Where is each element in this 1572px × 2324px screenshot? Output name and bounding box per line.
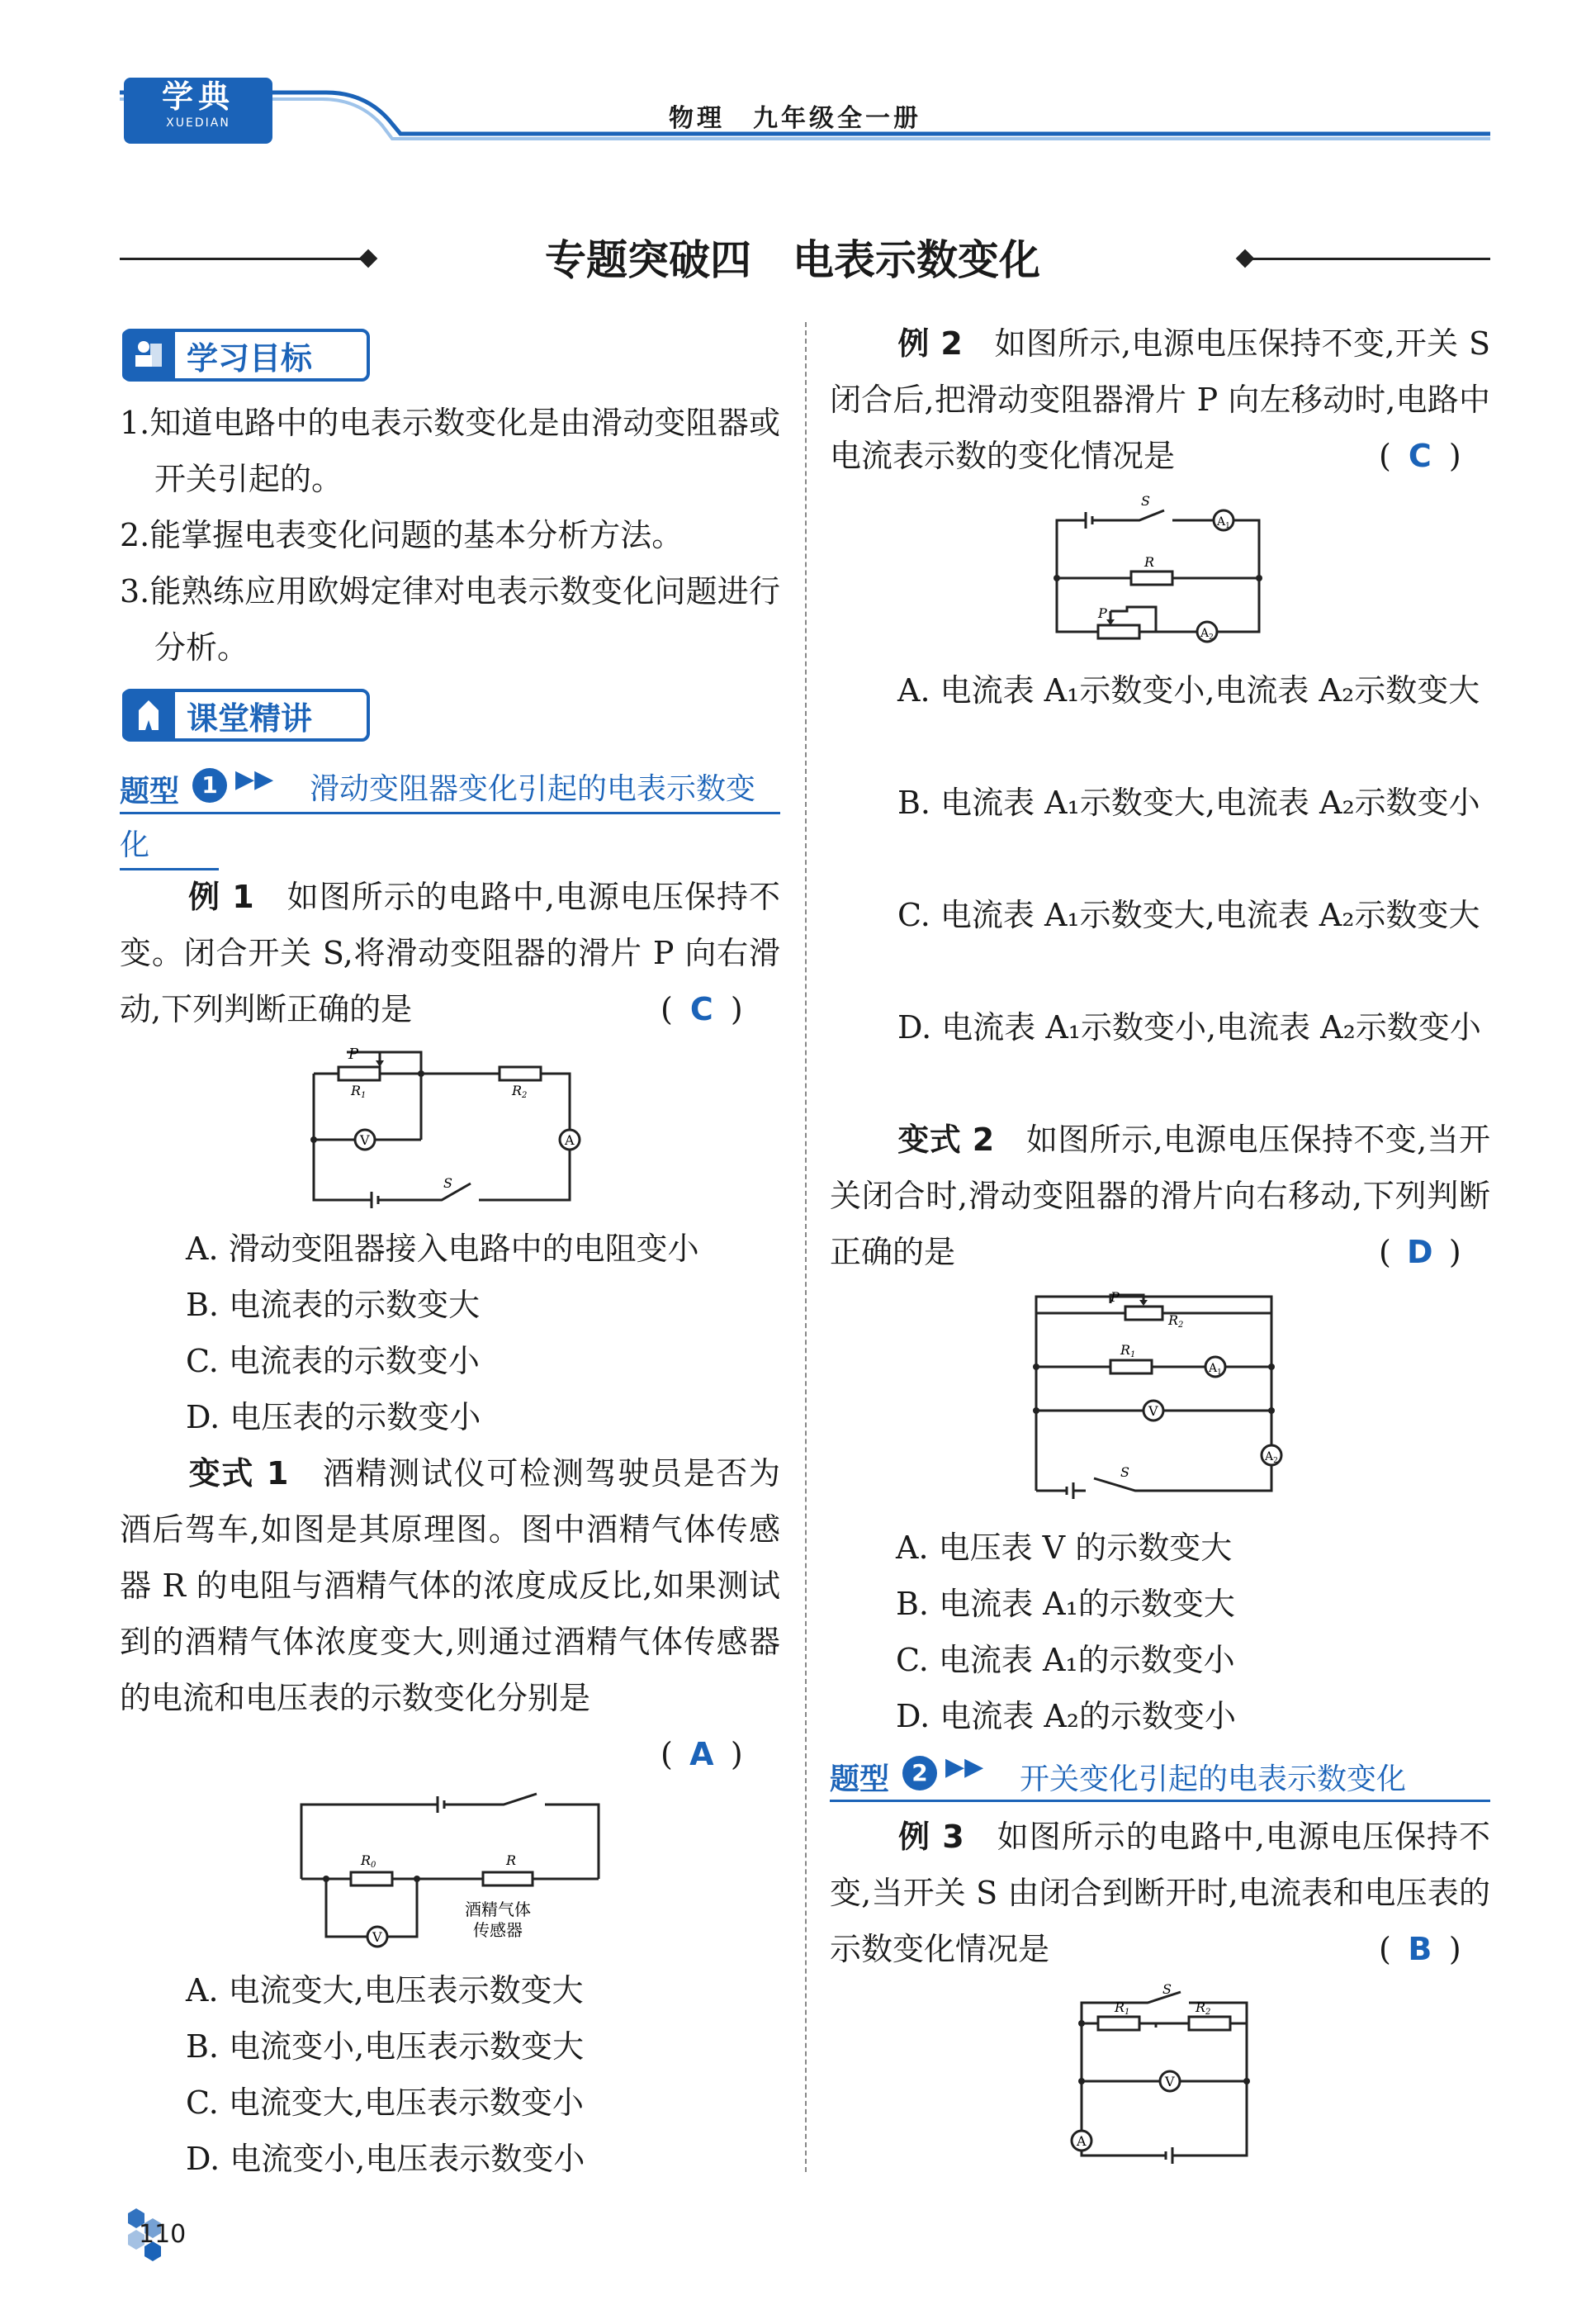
- goal-item-1: 1.知道电路中的电表示数变化是由滑动变阻器或开关引起的。: [120, 405, 780, 497]
- svg-text:P: P: [1098, 605, 1107, 621]
- ex2-option-a: A. 电流表 A₁示数变小,电流表 A₂示数变大: [897, 672, 1480, 709]
- svg-text:R1: R1: [351, 1083, 367, 1100]
- goals-tag-label: 学习目标: [187, 339, 313, 377]
- var2-option-a: A. 电压表 V 的示数变大: [896, 1530, 1233, 1566]
- ex2-option-d: D. 电流表 A₁示数变小,电流表 A₂示数变小: [897, 1009, 1481, 1046]
- svg-text:R2: R2: [1196, 1999, 1211, 2017]
- svg-text:R2: R2: [512, 1083, 528, 1100]
- column-divider: [805, 322, 807, 2172]
- svg-text:R1: R1: [1115, 1999, 1130, 2017]
- ex1-option-a: A. 滑动变阻器接入电路中的电阻变小: [186, 1231, 699, 1267]
- var1-circuit-diagram: [293, 1784, 615, 1957]
- ex3-question: 例 3 如图所示的电路中,电源电压保持不变,当开关 S 由闭合到断开时,电流表和电压表的示数变化情况是: [830, 1819, 1490, 1967]
- var2-circuit-diagram: [1028, 1288, 1292, 1503]
- double-arrow-icon-2: ▶▶: [945, 1752, 984, 1781]
- ex1-question: 例 1 如图所示的电路中,电源电压保持不变。闭合开关 S,将滑动变阻器的滑片 P 向右滑动,下列判断正确的是: [120, 879, 780, 1027]
- title-rule-right: [1243, 258, 1490, 260]
- svg-text:P: P: [1110, 1289, 1120, 1305]
- logo-text: 学典: [161, 78, 234, 115]
- var2-option-c: C. 电流表 A₁的示数变小: [896, 1642, 1235, 1678]
- ex2-option-b: B. 电流表 A₁示数变大,电流表 A₂示数变小: [897, 785, 1480, 821]
- sensor-label-line1: 酒精气体: [465, 1900, 531, 1919]
- logo-subtext: XUEDIAN: [166, 116, 230, 130]
- svg-text:A: A: [565, 1132, 575, 1148]
- type2-number-badge: 2: [902, 1756, 937, 1790]
- svg-text:R2: R2: [1168, 1312, 1184, 1330]
- type1-heading: [120, 758, 780, 870]
- ex3-answer: ( B ): [1379, 1931, 1461, 1967]
- type2-heading: [830, 1748, 1490, 1805]
- goal-item-3: 3.能熟练应用欧姆定律对电表示数变化问题进行分析。: [120, 573, 780, 666]
- var2-question: 变式 2 如图所示,电源电压保持不变,当开关闭合时,滑动变阻器的滑片向右移动,下列判断正确的是: [830, 1122, 1490, 1270]
- ex1-option-b: B. 电流表的示数变大: [186, 1287, 481, 1323]
- ex2-label: 例 2: [897, 325, 963, 362]
- ex3-label: 例 3: [897, 1819, 964, 1855]
- double-arrow-icon: ▶▶: [235, 765, 274, 794]
- var2-option-d: D. 电流表 A₂的示数变小: [896, 1698, 1237, 1734]
- ex3-circuit-diagram: [1065, 1982, 1271, 2172]
- goal-item-2: 2.能掌握电表变化问题的基本分析方法。: [120, 517, 684, 553]
- sensor-label-line2: 传感器: [473, 1920, 523, 1940]
- lecture-tag-label: 课堂精讲: [187, 700, 313, 737]
- var2-answer: ( D ): [1379, 1234, 1461, 1270]
- type1-title: 滑动变阻器变化引起的电表示数变化: [120, 772, 756, 862]
- svg-text:V: V: [1165, 2074, 1175, 2089]
- type1-label: 题型: [120, 775, 180, 809]
- svg-text:A2: $A_2$: [1265, 1450, 1278, 1465]
- svg-text:A: A: [1077, 2133, 1087, 2149]
- ex1-option-d: D. 电压表的示数变小: [186, 1399, 481, 1435]
- page-number: 110: [139, 2220, 187, 2249]
- lecture-tag: [122, 689, 370, 742]
- ex2-question: 例 2 如图所示,电源电压保持不变,开关 S 闭合后,把滑动变阻器滑片 P 向左移动时,电路中电流表示数的变化情况是: [830, 325, 1490, 474]
- goals-tag: [122, 329, 370, 382]
- var1-label: 变式 1: [187, 1455, 289, 1492]
- svg-text:S: S: [1120, 1464, 1129, 1480]
- svg-text:S: S: [1162, 1982, 1172, 1997]
- page-title: 专题突破四 电表示数变化: [545, 235, 1040, 284]
- reader-icon: [122, 330, 175, 380]
- svg-text:A1: $A_1$: [1217, 515, 1230, 530]
- title-diamond-left: [359, 249, 378, 268]
- var1-option-c: C. 电流变大,电压表示数变小: [186, 2084, 584, 2121]
- svg-text:R: R: [1144, 554, 1155, 570]
- svg-text:R0: R0: [361, 1852, 376, 1870]
- var1-question: 变式 1 酒精测试仪可检测驾驶员是否为酒后驾车,如图是其原理图。图中酒精气体传感器 R 的电阻与酒精气体的浓度成反比,如果测试到的酒精气体浓度变大,则通过酒精气体传感器的电流和电压表的示数变化分别是: [120, 1455, 780, 1716]
- ex1-label: 例 1: [187, 879, 254, 915]
- ex1-option-c: C. 电流表的示数变小: [186, 1343, 480, 1379]
- svg-text:V: V: [360, 1132, 370, 1148]
- header-title: 物理 九年级全一册: [669, 104, 921, 133]
- ex2-answer: ( C ): [1379, 438, 1461, 474]
- ex2-circuit-diagram: [1049, 487, 1271, 652]
- svg-text:S: S: [1141, 493, 1150, 509]
- var2-label: 变式 2: [897, 1122, 995, 1158]
- type1-underline: [120, 812, 780, 814]
- logo: [124, 78, 272, 144]
- var1-option-b: B. 电流变小,电压表示数变大: [186, 2028, 585, 2065]
- title-rule-left: [120, 258, 372, 260]
- svg-text:V: V: [1148, 1403, 1158, 1419]
- type2-underline: [830, 1800, 1490, 1802]
- svg-text:R1: R1: [1120, 1342, 1136, 1359]
- ex1-answer: ( C ): [661, 991, 743, 1027]
- svg-text:A1: $A_1$: [1209, 1362, 1222, 1377]
- type1-number-badge: 1: [192, 768, 227, 803]
- pencil-icon: [122, 690, 175, 740]
- svg-text:P: P: [348, 1047, 359, 1063]
- svg-text:V: V: [372, 1929, 382, 1945]
- var1-answer: ( A ): [661, 1736, 743, 1772]
- var1-option-d: D. 电流变小,电压表示数变小: [186, 2141, 585, 2177]
- ex2-option-c: C. 电流表 A₁示数变大,电流表 A₂示数变大: [897, 897, 1480, 933]
- type2-title: 开关变化引起的电表示数变化: [1020, 1762, 1407, 1796]
- svg-text:R: R: [506, 1852, 517, 1868]
- ex1-circuit-diagram: [301, 1047, 599, 1212]
- svg-text:A2: $A_2$: [1200, 627, 1214, 642]
- var2-option-b: B. 电流表 A₁的示数变大: [896, 1586, 1235, 1622]
- var1-option-a: A. 电流变大,电压表示数变大: [186, 1972, 584, 2009]
- svg-text:S: S: [443, 1175, 452, 1191]
- type2-label: 题型: [830, 1762, 890, 1796]
